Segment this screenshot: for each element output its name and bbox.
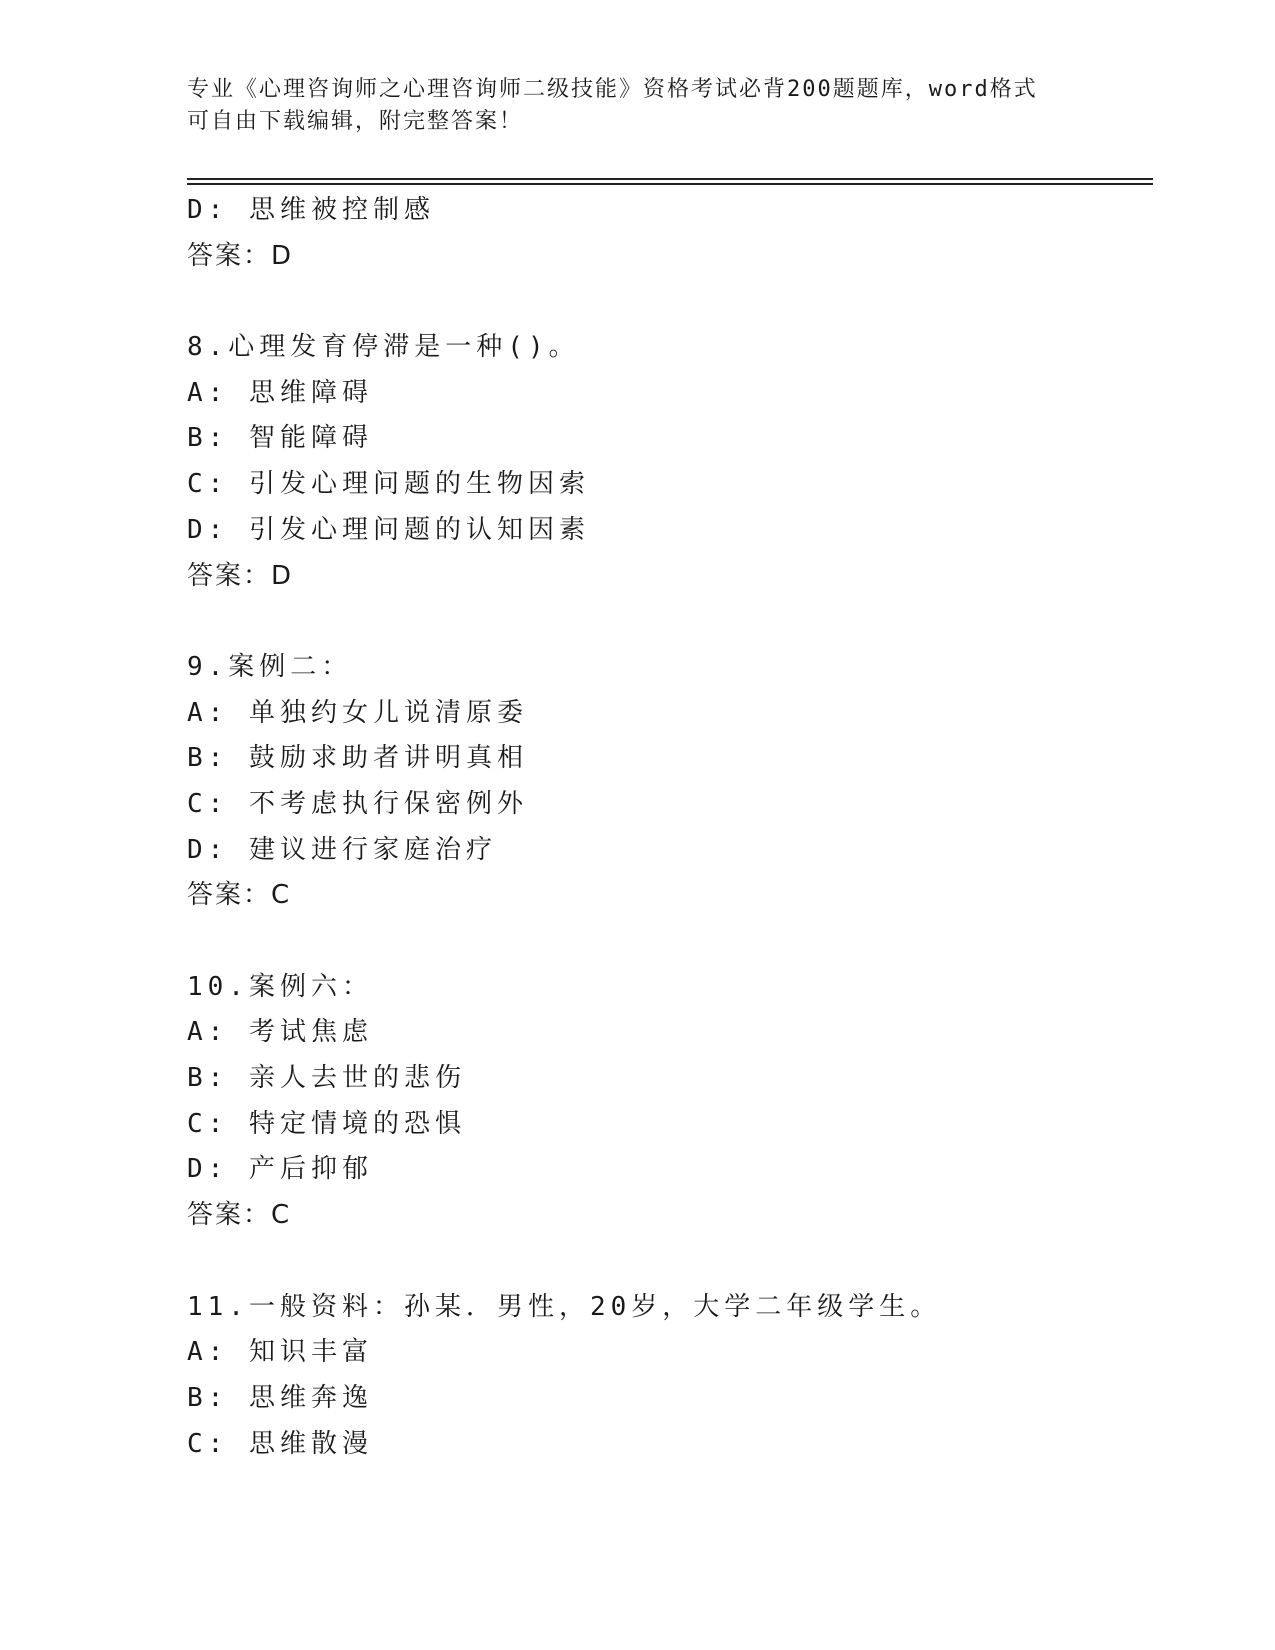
option-b: B: 亲人去世的悲伤 bbox=[187, 1063, 466, 1094]
question-stem: 10.案例六： bbox=[187, 971, 373, 1002]
option-d: D: 引发心理问题的认知因素 bbox=[187, 514, 590, 545]
question-10 bbox=[187, 965, 1147, 1239]
question-stem: 8.心理发育停滞是一种()。 bbox=[187, 332, 580, 363]
option-c: C: 思维散漫 bbox=[187, 1428, 373, 1459]
header-line-2: 可自由下载编辑，附完整答案！ bbox=[187, 109, 524, 134]
question-7-tail bbox=[187, 188, 1147, 279]
option-b: B: 鼓励求助者讲明真相 bbox=[187, 743, 528, 774]
option-a: A: 单独约女儿说清原委 bbox=[187, 697, 528, 728]
option-d: D: 思维被控制感 bbox=[187, 195, 435, 225]
option-c: C: 不考虑执行保密例外 bbox=[187, 788, 528, 819]
question-stem: 11.一般资料：孙某．男性，20岁，大学二年级学生。 bbox=[187, 1291, 942, 1322]
option-d: D: 产后抑郁 bbox=[187, 1154, 373, 1185]
question-list bbox=[187, 188, 1147, 1467]
question-11 bbox=[187, 1285, 1147, 1468]
document-header bbox=[187, 74, 1087, 138]
answer: 答案：C bbox=[187, 880, 292, 911]
option-b: B: 思维奔逸 bbox=[187, 1382, 373, 1413]
option-a: A: 知识丰富 bbox=[187, 1337, 373, 1368]
question-9 bbox=[187, 645, 1147, 919]
answer: 答案：D bbox=[187, 240, 294, 271]
question-stem: 9.案例二： bbox=[187, 651, 353, 682]
option-c: C: 引发心理问题的生物因索 bbox=[187, 469, 590, 500]
question-8 bbox=[187, 325, 1147, 599]
answer: 答案：C bbox=[187, 1200, 292, 1231]
option-a: A: 考试焦虑 bbox=[187, 1017, 373, 1048]
option-a: A: 思维障碍 bbox=[187, 377, 373, 408]
header-rule-bottom bbox=[187, 183, 1153, 185]
header-line-1: 专业《心理咨询师之心理咨询师二级技能》资格考试必背200题题库，word格式 bbox=[187, 77, 1038, 102]
answer: 答案：D bbox=[187, 560, 294, 591]
option-c: C: 特定情境的恐惧 bbox=[187, 1108, 466, 1139]
header-rule-top bbox=[187, 178, 1153, 180]
option-d: D: 建议进行家庭治疗 bbox=[187, 834, 497, 865]
option-b: B: 智能障碍 bbox=[187, 423, 373, 454]
